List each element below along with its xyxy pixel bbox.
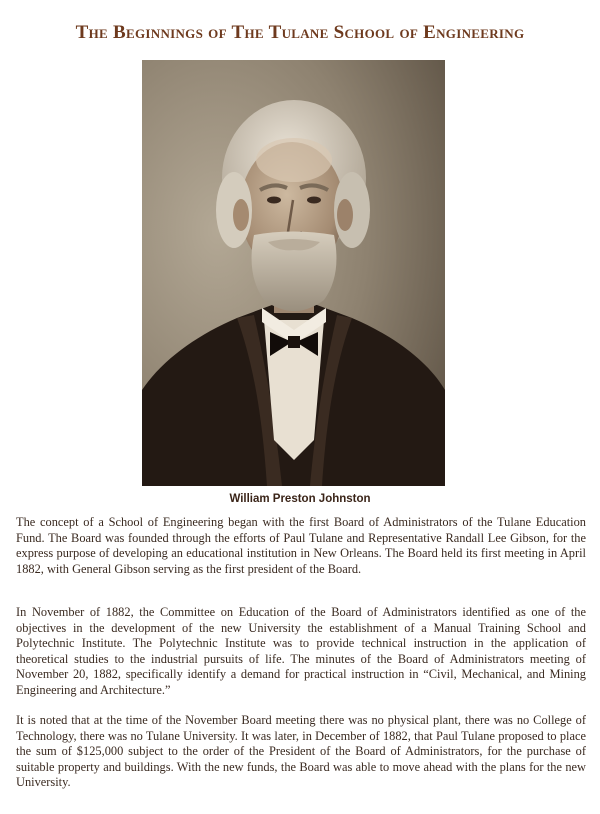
photo-caption: William Preston Johnston	[229, 493, 371, 505]
paragraph-3: It is noted that at the time of the November Board meeting there was no physical plant, there was no College of Technology, there was no Tulane University. It was later, in December of 1882, that Paul Tulane proposed to place the sum of $125,000 subject to the order of the President of the Board of Administrators, for the purchase of suitable property and buildings. With the new funds, the Board was able to move ahead with the plans for the new University.	[16, 713, 586, 789]
paragraph-2: In November of 1882, the Committee on Education of the Board of Administrators identified as one of the objectives in the development of the new University the establishment of a Manual Training School and Polytechnic Institute. The Polytechnic Institute was to provide technical instruction in the application of theoretical studies to the industrial pursuits of life. The minutes of the Board of Administrators meeting of November 20, 1882, specifically identify a demand for practical instruction in “Civil, Mechanical, and Mining Engineering and Architecture.”	[16, 605, 586, 697]
page-title: The Beginnings of The Tulane School of Engineering	[75, 22, 525, 43]
portrait-photo	[142, 60, 445, 486]
paragraph-1: The concept of a School of Engineering began with the first Board of Administrators of the Tulane Education Fund. The Board was founded through the efforts of Paul Tulane and Representative Randall Lee Gibson, for the express purpose of developing an educational institution in New Orleans. The Board held its first meeting in April 1882, with General Gibson serving as the first president of the Board.	[16, 515, 586, 576]
